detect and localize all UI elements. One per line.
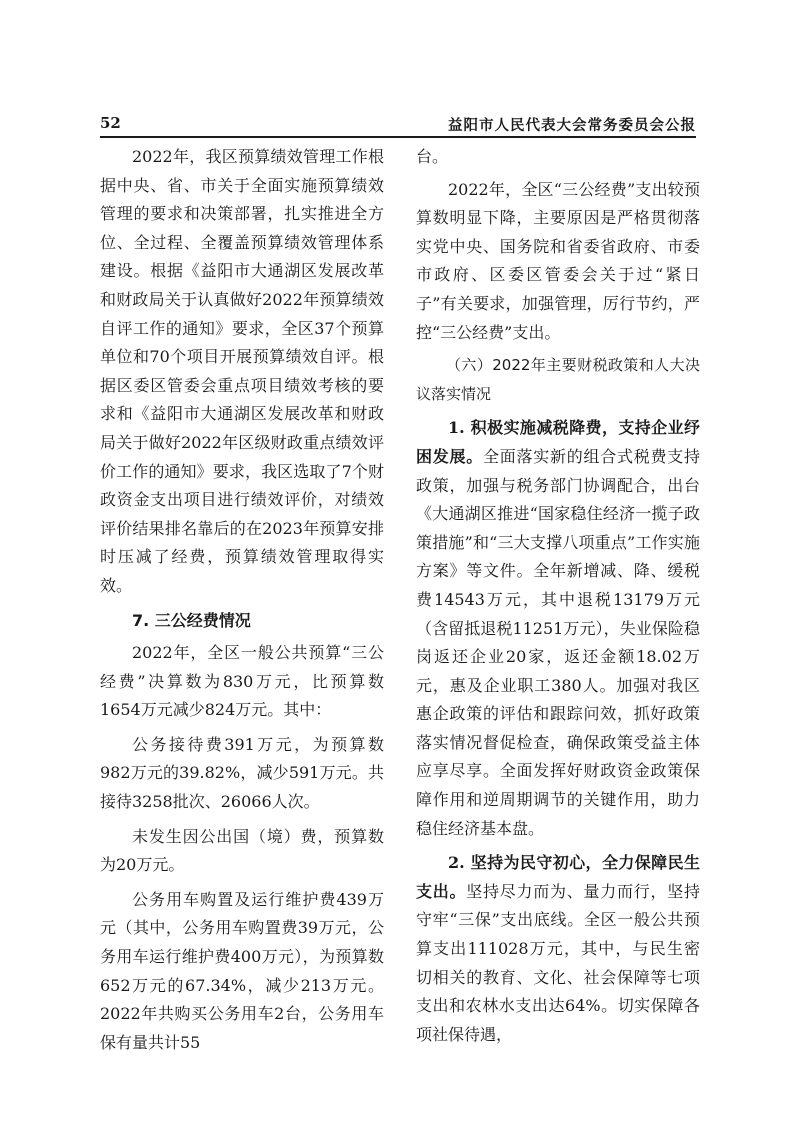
item-body: 坚持尽力而为、量力而行，坚持守牢“三保”支出底线。全区一般公共预算支出111028万元，其中，与民生密切相关的教育、文化、社会保障等七项支出和农林水支出达64%。切实保障各项社保待遇， [416,881,700,1044]
paragraph-three-public-summary: 2022年，全区一般公共预算“三公经费”决算数为830万元，比预算数1654万元减少824万元。其中： [100,643,384,720]
section-heading-tax-policies: （六）2022年主要财税政策和人大决议落实情况 [416,356,700,403]
header-rule [100,136,696,138]
item-body: 全面落实新的组合式税费支持政策，加强与税务部门协调配合，出台《大通湖区推进“国家稳住经济一揽子政策措施”和“三大支撑八项重点”工作实施方案》等文件。全年新增减、降、缓税费14543万元，其中退税13179万元（含留抵退税11251万元），失业保险稳岗返还企业20家，返还金额18.02万元，惠及企业职工380人。加强对我区惠企政策的评估和跟踪问效，抓好政策落实情况督促检查，确保政策受益主体应享尽享。全面发挥好财政资金政策保障作用和逆周期调节的关键作用，助力稳住经济基本盘。 [416,446,700,838]
right-column [416,143,700,1049]
paragraph-performance-management: 2022年，我区预算绩效管理工作根据中央、省、市关于全面实施预算绩效管理的要求和决策部署，扎实推进全方位、全过程、全覆盖预算绩效管理体系建设。根据《益阳市大通湖区发展改革和财政局关于认真做好2022年预算绩效自评工作的通知》要求，全区37个预算单位和70个项目开展预算绩效自评。根据区委区管委会重点项目绩效考核的要求和《益阳市大通湖区发展改革和财政局关于做好2022年区级财政重点绩效评价工作的通知》要求，我区选取了7个财政资金支出项目进行绩效评价，对绩效评价结果排名靠后的在2023年预算安排时压减了经费，预算绩效管理取得实效。 [100,147,384,595]
page-number: 52 [100,114,121,132]
paragraph-vehicle-expenses: 公务用车购置及运行维护费439万元（其中，公务用车购置费39万元，公务用车运行维护费400万元），为预算数652万元的67.34%，减少213万元。2022年共购买公务用车2台，公务用车保有量共计55 [100,889,384,1052]
item-title: 1. 积极实施减税降费，支持企业纾困发展。 [416,418,700,466]
section-heading-three-public-expenses: 7. 三公经费情况 [132,610,251,630]
paragraph-reception-expenses: 公务接待费391万元，为预算数982万元的39.82%，减少591万元。共接待3258批次、26066人次。 [100,734,384,812]
item-tax-reduction [416,414,700,843]
paragraph-expense-decline-reason: 2022年，全区“三公经费”支出较预算数明显下降，主要原因是严格贯彻落实党中央、国务院和省委省政府、市委市政府、区委区管委会关于过“紧日子”有关要求，加强管理，厉行节约，严控“三公经费”支出。 [416,179,700,342]
left-column [100,143,384,1057]
paragraph-continuation: 台。 [416,147,449,166]
item-title: 2. 坚持为民守初心，全力保障民生支出。 [416,853,700,901]
journal-title: 益阳市人民代表大会常务委员会公报 [448,118,696,134]
paragraph-overseas-travel: 未发生因公出国（境）费，预算数为20万元。 [100,826,384,875]
item-livelihood-spending [416,849,700,1049]
page-header [100,112,696,136]
